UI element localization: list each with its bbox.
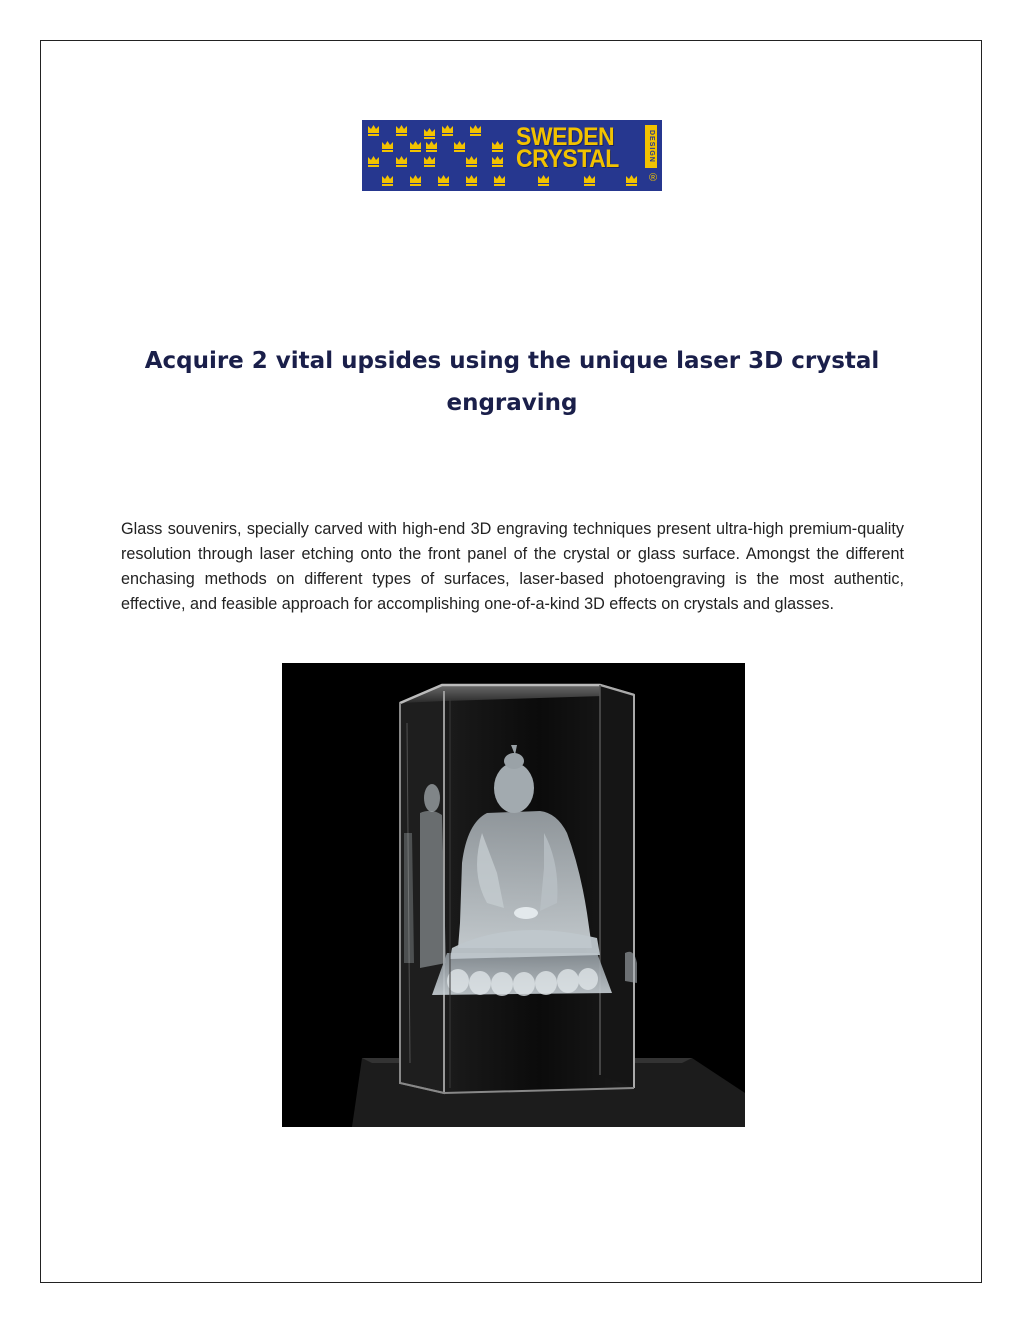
crown-icon <box>368 125 379 136</box>
crown-icon <box>426 141 437 152</box>
crown-icon <box>410 141 421 152</box>
crystal-photo <box>282 663 745 1127</box>
crown-icon <box>494 175 505 186</box>
logo-design-mark: DESIGN <box>645 125 657 168</box>
crown-icon <box>466 156 477 167</box>
crown-icon <box>382 175 393 186</box>
body-paragraph: Glass souvenirs, specially carved with high-end 3D engraving techniques present ultra-high premium-quality resolution through laser etching onto the front panel of the crystal or glass surface. Amongst the different enchasing methods on different types of surfaces, laser-based photoengraving is the most authentic, effective, and feasible approach for accomplishing one-of-a-kind 3D effects on crystals and glasses. <box>121 520 904 613</box>
logo-line-2: CRYSTAL <box>516 145 619 173</box>
logo-line-1: SWEDEN <box>516 123 615 151</box>
crown-icon <box>396 125 407 136</box>
crown-icon <box>438 175 449 186</box>
crown-icon <box>442 125 453 136</box>
crown-icon <box>492 141 503 152</box>
crown-icon <box>368 156 379 167</box>
page-title: Acquire 2 vital upsides using the unique laser 3D crystal engraving <box>144 348 880 416</box>
crown-icon <box>584 175 595 186</box>
crown-icon <box>424 156 435 167</box>
crown-icon <box>454 141 465 152</box>
crown-icon <box>424 128 435 139</box>
sweden-crystal-logo <box>362 120 662 191</box>
crown-icon <box>538 175 549 186</box>
crown-icon <box>382 141 393 152</box>
crystal-block-illustration <box>282 663 745 1127</box>
crown-icon <box>396 156 407 167</box>
crown-icon <box>466 175 477 186</box>
crown-icon <box>410 175 421 186</box>
crown-icon <box>626 175 637 186</box>
registered-mark: ® <box>649 172 658 184</box>
crown-icon <box>470 125 481 136</box>
crown-icon <box>492 156 503 167</box>
